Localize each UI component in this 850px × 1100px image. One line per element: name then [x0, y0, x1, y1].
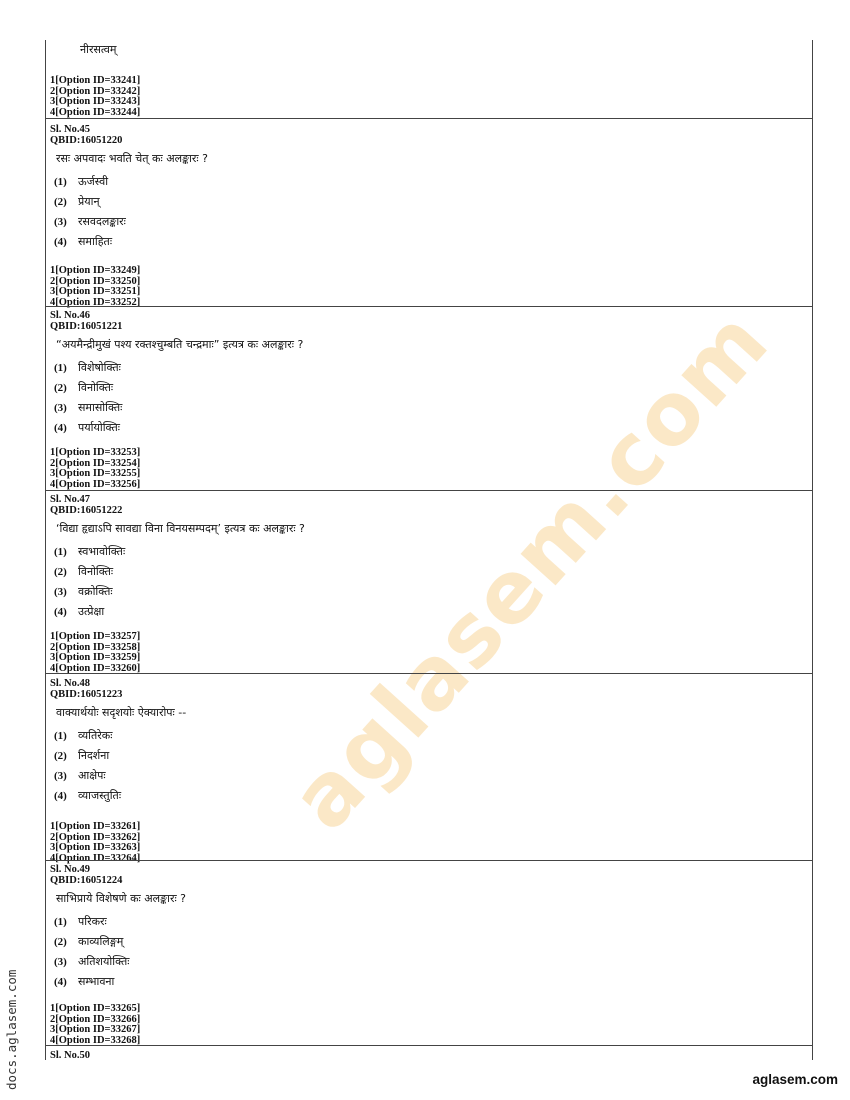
option [54, 192, 812, 212]
option-text: निदर्शना [78, 749, 110, 762]
footer-brand: aglasem.com [752, 1072, 838, 1087]
option-id: 2[Option ID=33242] [50, 85, 141, 97]
serial-number: Sl. No.45 [50, 124, 90, 135]
option-text: विशेषोक्तिः [78, 361, 121, 374]
option-text: सम्भावना [78, 975, 115, 988]
option-id: 2[Option ID=33266] [50, 1013, 141, 1025]
serial-number: Sl. No.46 [50, 310, 90, 321]
option-number: (4) [54, 976, 67, 988]
option-id: 3[Option ID=33251] [50, 286, 141, 297]
qbid: QBID:16051222 [50, 505, 123, 516]
qbid: QBID:16051223 [50, 689, 123, 700]
question-block [46, 490, 812, 674]
option [54, 582, 812, 602]
option [54, 766, 812, 786]
option [54, 418, 812, 438]
option [54, 912, 812, 932]
option-number: (4) [54, 606, 67, 618]
serial-number: Sl. No.49 [50, 864, 90, 875]
option-text: आक्षेपः [78, 769, 106, 782]
option-text: प्रेयान् [78, 195, 100, 208]
option-id: 4[Option ID=33268] [50, 1034, 141, 1046]
option-number: (3) [54, 216, 67, 228]
option-number: (2) [54, 750, 67, 762]
option [54, 746, 812, 766]
question-block [46, 118, 812, 308]
option-number: (4) [54, 790, 67, 802]
option-id: 2[Option ID=33258] [50, 641, 141, 653]
option-text: रसवदलङ्कारः [78, 215, 126, 228]
option-text: पर्यायोक्तिः [78, 421, 120, 434]
option-id-list [46, 632, 812, 674]
option-id: 4[Option ID=33260] [50, 662, 141, 674]
option [54, 952, 812, 972]
option-id: 3[Option ID=33243] [50, 96, 141, 107]
option-text: अतिशयोक्तिः [78, 955, 130, 968]
option [54, 232, 812, 252]
option-text: विनोक्तिः [78, 381, 114, 394]
option-id-list [46, 448, 812, 490]
option-text: व्याजस्तुतिः [78, 789, 122, 802]
option-number: (1) [54, 916, 67, 928]
option-text: समासोक्तिः [78, 401, 123, 414]
option-id: 1[Option ID=33257] [50, 631, 141, 642]
option [54, 378, 812, 398]
option-id: 1[Option ID=33241] [50, 75, 141, 86]
option-text: काव्यलिङ्गम् [78, 935, 124, 948]
option [54, 398, 812, 418]
question-block [46, 1045, 812, 1061]
serial-number: Sl. No.47 [50, 494, 90, 505]
question-block [46, 673, 812, 864]
option-id: 2[Option ID=33262] [50, 831, 141, 843]
question-paper [45, 40, 813, 1060]
qbid: QBID:16051220 [50, 135, 123, 146]
option-id: 1[Option ID=33265] [50, 1003, 141, 1014]
option-id: 1[Option ID=33261] [50, 821, 141, 832]
continuation-text: नीरसत्वम् [80, 43, 117, 56]
option-id: 4[Option ID=33252] [50, 296, 141, 308]
serial-number: Sl. No.48 [50, 678, 90, 689]
option [54, 726, 812, 746]
option-id: 3[Option ID=33267] [50, 1024, 141, 1035]
option-id: 3[Option ID=33255] [50, 468, 141, 479]
option [54, 542, 812, 562]
option [54, 172, 812, 192]
option-id-list [46, 822, 812, 864]
option-number: (4) [54, 422, 67, 434]
option-text: स्वभावोक्तिः [78, 545, 126, 558]
option-id: 1[Option ID=33249] [50, 265, 141, 276]
option-text: परिकरः [78, 915, 107, 928]
option-number: (2) [54, 382, 67, 394]
question-block [46, 860, 812, 1046]
watermark: aglasem.com [272, 291, 789, 849]
side-url: docs.aglasem.com [4, 969, 19, 1090]
option-number: (1) [54, 176, 67, 188]
option-id: 4[Option ID=33264] [50, 852, 141, 864]
option-number: (4) [54, 236, 67, 248]
option-id-list [46, 266, 812, 308]
option [54, 786, 812, 806]
option-text: ऊर्जस्वी [78, 175, 109, 188]
option-text: समाहितः [78, 235, 113, 248]
option-id: 4[Option ID=33256] [50, 478, 141, 490]
serial-number: Sl. No.50 [50, 1050, 90, 1061]
option-number: (3) [54, 956, 67, 968]
option [54, 972, 812, 992]
option [54, 562, 812, 582]
question-text: वाक्यार्थयोः सदृशयोः ऐक्यारोपः -- [56, 706, 187, 719]
question-text: रसः अपवादः भवति चेत् कः अलङ्कारः ? [56, 152, 208, 165]
qbid: QBID:16051221 [50, 321, 123, 332]
question-text: “अयमैन्द्रीमुखं पश्य रक्तश्चुम्बति चन्द्रमाः” इत्यत्र कः अलङ्कारः ? [56, 338, 304, 351]
option-id: 2[Option ID=33254] [50, 457, 141, 469]
option-id: 3[Option ID=33259] [50, 652, 141, 663]
question-text: ‘विद्या हृद्याऽपि सावद्या विना विनयसम्पदम्’ इत्यत्र कः अलङ्कारः ? [56, 522, 305, 535]
option-number: (3) [54, 402, 67, 414]
option-text: विनोक्तिः [78, 565, 114, 578]
option-number: (2) [54, 566, 67, 578]
option-number: (2) [54, 936, 67, 948]
continuation-block [46, 40, 812, 118]
option-id-list [46, 76, 812, 118]
option-id: 2[Option ID=33250] [50, 275, 141, 287]
option-number: (1) [54, 362, 67, 374]
question-text: साभिप्राये विशेषणे कः अलङ्कारः ? [56, 892, 186, 905]
option-number: (1) [54, 730, 67, 742]
option-number: (2) [54, 196, 67, 208]
option-number: (1) [54, 546, 67, 558]
option [54, 212, 812, 232]
option [54, 602, 812, 622]
option-text: उत्प्रेक्षा [78, 605, 105, 618]
option [54, 932, 812, 952]
option-number: (3) [54, 586, 67, 598]
question-block [46, 306, 812, 490]
option-id: 3[Option ID=33263] [50, 842, 141, 853]
option [54, 358, 812, 378]
option-id-list [46, 1004, 812, 1046]
option-text: व्यतिरेकः [78, 729, 113, 742]
option-number: (3) [54, 770, 67, 782]
option-text: वक्रोक्तिः [78, 585, 113, 598]
qbid: QBID:16051224 [50, 875, 123, 886]
option-id: 1[Option ID=33253] [50, 447, 141, 458]
option-id: 4[Option ID=33244] [50, 106, 141, 118]
